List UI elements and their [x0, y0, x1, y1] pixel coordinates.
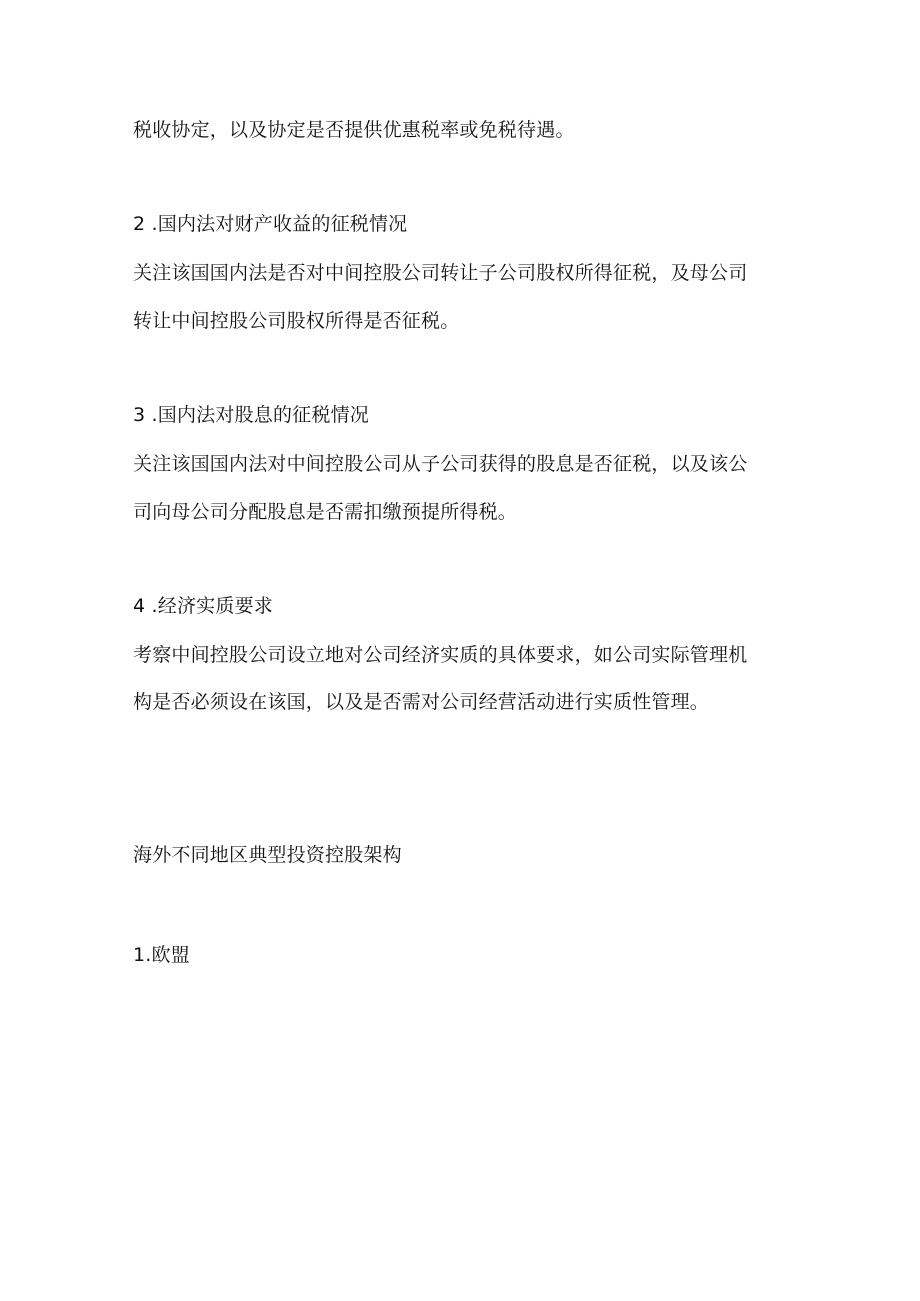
paragraph-line: 转让中间控股公司股权所得是否征税。 [133, 310, 460, 332]
item-heading-4: 4 .经济实质要求 [133, 595, 273, 617]
paragraph-line: 构是否必须设在该国，以及是否需对公司经营活动进行实质性管理。 [133, 691, 710, 713]
paragraph-line: 税收协定，以及协定是否提供优惠税率或免税待遇。 [133, 119, 575, 141]
paragraph-line: 考察中间控股公司设立地对公司经济实质的具体要求，如公司实际管理机 [133, 644, 748, 666]
subsection-heading-1: 1.欧盟 [133, 944, 190, 966]
item-heading-2: 2 .国内法对财产收益的征税情况 [133, 213, 408, 235]
item-heading-3: 3 .国内法对股息的征税情况 [133, 404, 369, 426]
paragraph-line: 司向母公司分配股息是否需扣缴预提所得税。 [133, 501, 518, 523]
paragraph-line: 关注该国国内法对中间控股公司从子公司获得的股息是否征税，以及该公 [133, 453, 748, 475]
paragraph-line: 关注该国国内法是否对中间控股公司转让子公司股权所得征税，及母公司 [133, 262, 748, 284]
section-title: 海外不同地区典型投资控股架构 [133, 844, 402, 866]
